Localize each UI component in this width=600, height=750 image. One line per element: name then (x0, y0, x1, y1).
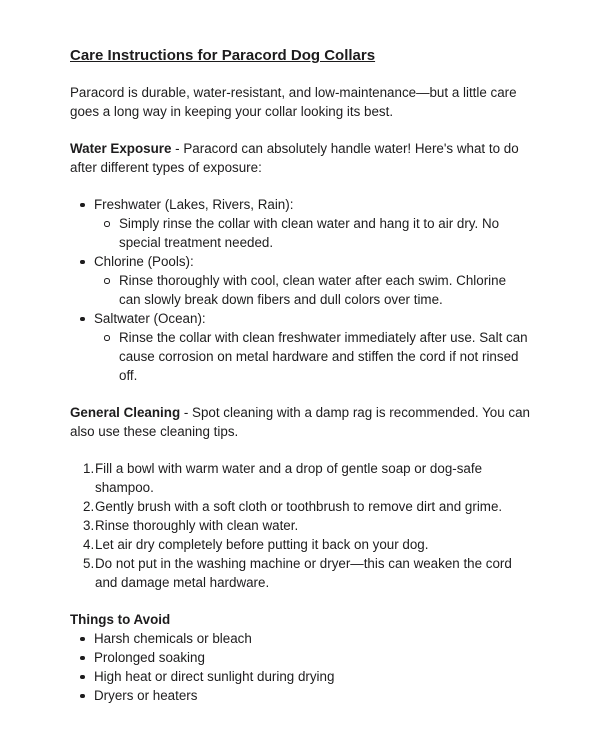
chlorine-sublist (94, 271, 530, 309)
intro-paragraph: Paracord is durable, water-resistant, and low-maintenance—but a little care goes a long way in keeping your collar looking its best. (70, 85, 517, 119)
list-item-freshwater (70, 195, 530, 252)
general-cleaning-heading: General Cleaning (70, 405, 181, 420)
document-title-text: Care Instructions for Paracord Dog Collars (70, 47, 376, 64)
list-item-detail: Rinse the collar with clean freshwater immediately after use. Salt can cause corrosion on metal hardware and stiffen the cord if not rinsed off. (94, 328, 530, 385)
water-exposure-heading: Water Exposure (70, 141, 172, 156)
avoid-item: Prolonged soaking (70, 648, 530, 667)
avoid-item: Dryers or heaters (70, 686, 530, 705)
list-item-saltwater (70, 309, 530, 385)
water-exposure-lead: - Paracord can absolutely handle water! Here's what to do after different types of exposure: (70, 141, 519, 175)
things-to-avoid-paragraph (70, 610, 530, 629)
list-item-detail: Simply rinse the collar with clean water and hang it to air dry. No special treatment needed. (94, 214, 530, 252)
water-exposure-paragraph (70, 139, 530, 177)
general-cleaning-lead: - Spot cleaning with a damp rag is recommended. You can also use these cleaning tips. (70, 405, 530, 439)
avoid-item: Harsh chemicals or bleach (70, 629, 530, 648)
freshwater-sublist (94, 214, 530, 252)
avoid-item: High heat or direct sunlight during drying (70, 667, 530, 686)
cleaning-step: Rinse thoroughly with clean water. (95, 518, 299, 533)
list-item-label: Chlorine (Pools): (94, 254, 194, 269)
list-item-chlorine (70, 252, 530, 309)
list-item-label: Saltwater (Ocean): (94, 311, 206, 326)
things-to-avoid-heading: Things to Avoid (70, 612, 171, 627)
water-exposure-list (70, 195, 530, 385)
list-item-detail: Rinse thoroughly with cool, clean water after each swim. Chlorine can slowly break down fibers and dull colors over time. (94, 271, 530, 309)
cleaning-step: Fill a bowl with warm water and a drop of gentle soap or dog-safe shampoo. (95, 461, 483, 495)
saltwater-sublist (94, 328, 530, 385)
cleaning-step: Do not put in the washing machine or dryer—this can weaken the cord and damage metal hardware. (95, 556, 512, 590)
general-cleaning-paragraph (70, 403, 530, 441)
list-item-label: Freshwater (Lakes, Rivers, Rain): (94, 197, 294, 212)
cleaning-steps-list (83, 459, 530, 592)
cleaning-step: Let air dry completely before putting it back on your dog. (95, 537, 429, 552)
document-title (70, 46, 530, 65)
cleaning-step: Gently brush with a soft cloth or toothbrush to remove dirt and grime. (95, 499, 503, 514)
things-to-avoid-list (70, 629, 530, 705)
